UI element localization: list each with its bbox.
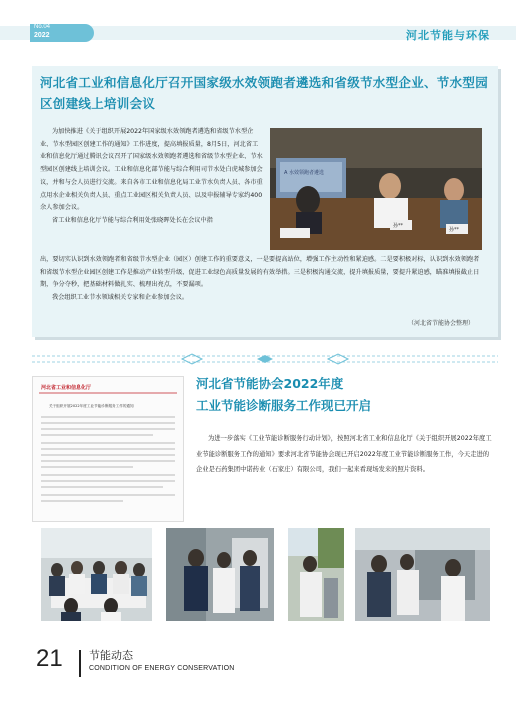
issue-year: 2022 (34, 32, 50, 39)
site-photo-4 (355, 528, 490, 621)
article1-paragraph-1: 为加快推进《关于组织开展2022年国家级水效领跑者遴选和省级节水型企业、节水型园区创建工作的通知》工作进度，提高填报质量，8月5日，河北省工业和信息化厅通过腾讯会议召开了国家级水效领跑者遴选和省级节水型企业、节水型园区创建线上培训会议。工业和信息化部节能与综合利用司节水处白虎城参加会议，并和与会人员进行交流。来自各市工业和信息化局工业节水负责人员、各市重点用水企业相关负责人员、重点工业园区相关负责人员、以及申报辅导专家约400余人参加会议。 (40, 128, 263, 212)
notice-doc-header: 河北省工业和信息化厅 (41, 385, 92, 391)
page-number: 21 (36, 645, 63, 672)
article1-title: 河北省工业和信息化厅召开国家级水效领跑者遴选和省级节水型企业、节水型园区创建线上培训会议 (40, 75, 489, 111)
article1-body-wide (40, 254, 484, 305)
article1-body-narrow (40, 126, 264, 228)
article2-body (196, 431, 492, 478)
notice-doc-title: 关于组织开展2022年度工业节能诊断服务工作的通知 (49, 404, 134, 408)
article1-paragraph-2-rest: 出，要切实认识到水效领跑者和省级节水型企业（园区）创建工作的重要意义，一是要提高站位，增强工作主动性和紧迫感。二是要积极对标，认识到水效领跑者和省级节水型企业园区创建工作是推动产业转型升级、促进工业绿色高质量发展的有效举措。三是积极沟通交流，提升填报质量，要提升紧迫感，瞄准填报截止日期，争分夺秒，把基础材料做扎实、梳理出亮点，不要漏项。 (40, 256, 480, 289)
article2-title (196, 373, 496, 417)
nameplate-1: 孙** (393, 223, 404, 229)
notice-document-image (32, 376, 184, 522)
issue-number: No.04 (34, 24, 51, 30)
photo-screen-text: A 水效领跑者遴选 (284, 170, 325, 176)
column-title: 河北节能与环保 (406, 29, 490, 42)
site-photo-3 (288, 528, 344, 621)
article2-paragraph: 为进一步落实《工业节能诊断服务行动计划》，按照河北省工业和信息化厅《关于组织开展2022年度工业节能诊断服务工作的通知》要求河北省节能协会现已开启2022年度工业节能诊断服务工作，今天走进的企业是石药集团中诺药业（石家庄）有限公司，我们一起来看现场发来的照片资料。 (196, 435, 492, 474)
article1-paragraph-3: 我会组织工业节水领域相关专家和企业参加会议。 (52, 294, 189, 302)
footer-divider (79, 650, 81, 677)
notice-document-scan (33, 377, 183, 521)
article1-paragraph-2-start: 省工业和信息化厅节能与综合利用处张晓晖处长在会议中指 (52, 216, 213, 224)
nameplate-2: 孙** (449, 227, 460, 233)
site-photo-2 (166, 528, 274, 621)
site-photo-1 (41, 528, 152, 621)
article1-source: （河北省节能协会整理） (407, 320, 474, 327)
article2-title-line2: 工业节能诊断服务工作现已开启 (196, 398, 372, 413)
decorative-divider (32, 350, 498, 368)
issue-tab (30, 24, 94, 42)
meeting-photo-image (270, 128, 482, 250)
footer-section-cn: 节能动态 (89, 649, 133, 662)
article2-title-line1: 河北省节能协会2022年度 (196, 376, 344, 391)
meeting-photo (270, 128, 482, 250)
footer-section-en: CONDITION OF ENERGY CONSERVATION (89, 665, 235, 672)
